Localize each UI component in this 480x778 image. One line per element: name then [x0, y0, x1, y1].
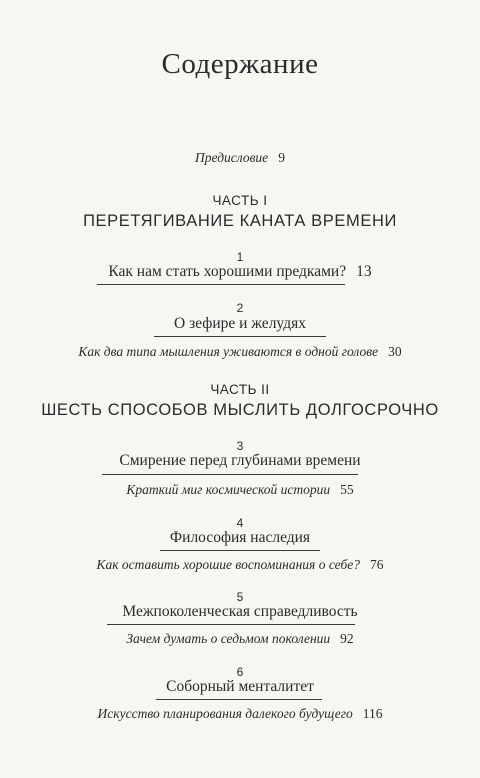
chapter-2-rule: [154, 336, 326, 337]
chapter-3-rule: [102, 474, 358, 475]
chapter-1-title: Как нам стать хорошими предками?: [108, 263, 347, 280]
chapter-6-number: 6: [236, 665, 244, 679]
chapter-3-subtitle-text: Краткий миг космической истории: [126, 482, 331, 497]
chapter-4-subtitle-text: Как оставить хорошие воспоминания о себе?: [96, 557, 360, 572]
chapter-2-page: 30: [388, 344, 402, 359]
chapter-5-page: 92: [340, 631, 354, 646]
chapter-4-subtitle: [0, 557, 480, 573]
chapter-6-title[interactable]: Соборный менталитет: [166, 678, 314, 695]
preface-label: Предисловие: [195, 150, 269, 165]
chapter-4-rule: [160, 550, 320, 551]
chapter-2-title[interactable]: О зефире и желудях: [174, 315, 306, 332]
chapter-1-rule: [97, 284, 345, 285]
chapter-3-subtitle: [0, 482, 480, 498]
part-2-label: ЧАСТЬ II: [210, 382, 270, 397]
chapter-5-subtitle-text: Зачем думать о седьмом поколении: [126, 631, 331, 646]
chapter-1-number: 1: [236, 250, 244, 264]
chapter-6-rule: [156, 699, 322, 700]
part-2-title: ШЕСТЬ СПОСОБОВ МЫСЛИТЬ ДОЛГОСРОЧНО: [41, 401, 439, 419]
chapter-5-rule: [107, 624, 355, 625]
chapter-6-subtitle: [0, 706, 480, 722]
part-1-title: ПЕРЕТЯГИВАНИЕ КАНАТА ВРЕМЕНИ: [83, 212, 397, 230]
chapter-5-number: 5: [236, 590, 244, 604]
chapter-4-title[interactable]: Философия наследия: [169, 529, 311, 546]
chapter-5-subtitle: [0, 631, 480, 647]
chapter-4-number: 4: [236, 516, 244, 530]
chapter-5-title[interactable]: Межпоколенческая справедливость: [122, 603, 358, 620]
chapter-2-subtitle-text: Как два типа мышления уживаются в одной голове: [78, 344, 379, 359]
chapter-3-title[interactable]: Смирение перед глубинами времени: [119, 452, 361, 469]
chapter-6-subtitle-text: Искусство планирования далекого будущего: [97, 706, 353, 721]
preface-entry[interactable]: [0, 150, 480, 166]
preface-page: 9: [278, 150, 285, 165]
chapter-4-page: 76: [370, 557, 384, 572]
page-title: Содержание: [161, 48, 319, 80]
chapter-2-number: 2: [236, 301, 244, 315]
chapter-3-page: 55: [340, 482, 354, 497]
chapter-1-entry[interactable]: [0, 263, 480, 281]
chapter-6-page: 116: [362, 706, 383, 721]
chapter-2-subtitle: [0, 344, 480, 360]
part-1-label: ЧАСТЬ I: [212, 193, 268, 208]
chapter-3-number: 3: [236, 439, 244, 453]
chapter-1-page: 13: [356, 263, 372, 280]
